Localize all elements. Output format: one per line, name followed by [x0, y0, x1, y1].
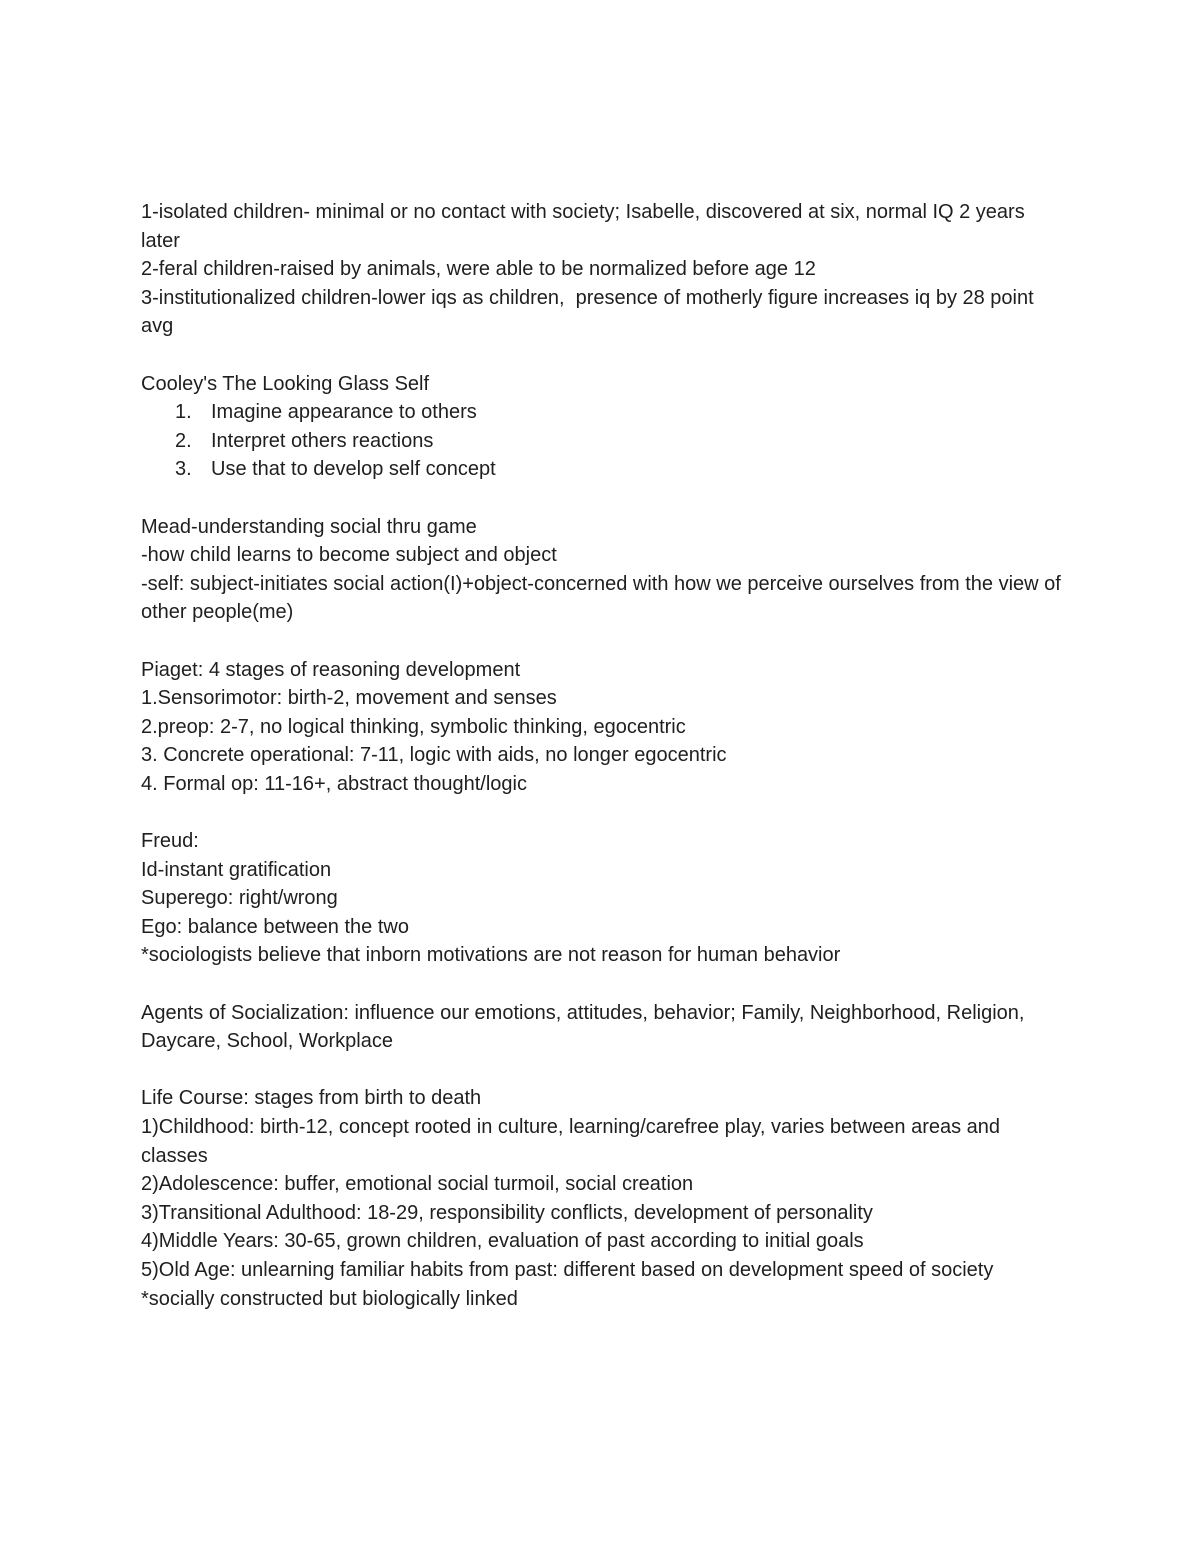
- isolated-children-line: 1-isolated children- minimal or no contact with society; Isabelle, discovered at six, normal IQ 2 years later: [141, 201, 1031, 252]
- list-number: 3.: [175, 458, 192, 481]
- list-item: [141, 427, 1061, 456]
- mead-line: -how child learns to become subject and object: [141, 544, 557, 567]
- spacer: [141, 1056, 1061, 1085]
- life-course-stage: 4)Middle Years: 30-65, grown children, evaluation of past according to initial goals: [141, 1230, 864, 1253]
- institutionalized-children-line: 3-institutionalized children-lower iqs as children, presence of motherly figure increases iq by 28 point avg: [141, 286, 1040, 338]
- section-freud: [141, 827, 1061, 970]
- freud-line: Superego: right/wrong: [141, 887, 338, 910]
- cooley-list: [141, 398, 1061, 484]
- spacer: [141, 798, 1061, 827]
- mead-heading: Mead-understanding social thru game: [141, 515, 477, 538]
- list-number: 1.: [175, 401, 192, 424]
- freud-line: Id-instant gratification: [141, 858, 332, 881]
- freud-line: *sociologists believe that inborn motivations are not reason for human behavior: [141, 944, 841, 967]
- section-life-course: [141, 1084, 1061, 1313]
- mead-line: -self: subject-initiates social action(I)+object-concerned with how we perceive ourselves from the view of other people(me): [141, 572, 1067, 624]
- life-course-stage: 1)Childhood: birth-12, concept rooted in culture, learning/carefree play, varies between areas and classes: [141, 1116, 1006, 1167]
- life-course-stage: 2)Adolescence: buffer, emotional social turmoil, social creation: [141, 1173, 694, 1196]
- piaget-stage: 2.preop: 2-7, no logical thinking, symbolic thinking, egocentric: [141, 715, 686, 738]
- piaget-heading: Piaget: 4 stages of reasoning development: [141, 658, 521, 681]
- section-cooley: [141, 370, 1061, 484]
- section-piaget: [141, 656, 1061, 799]
- list-item-text: Interpret others reactions: [211, 429, 434, 452]
- freud-heading: Freud:: [141, 830, 199, 853]
- list-item: [141, 398, 1061, 427]
- cooley-heading: Cooley's The Looking Glass Self: [141, 372, 430, 395]
- freud-line: Ego: balance between the two: [141, 915, 409, 938]
- agents-line: Agents of Socialization: influence our emotions, attitudes, behavior; Family, Neighborhood, Religion, Daycare, School, Workplace: [141, 1001, 1031, 1053]
- document-page: [141, 198, 1067, 1313]
- feral-children-line: 2-feral children-raised by animals, were able to be normalized before age 12: [141, 258, 816, 281]
- life-course-heading: Life Course: stages from birth to death: [141, 1087, 482, 1110]
- spacer: [141, 970, 1061, 999]
- section-agents: [141, 999, 1061, 1056]
- life-course-stage: 5)Old Age: unlearning familiar habits from past: different based on development speed of society: [141, 1258, 994, 1281]
- life-course-stage: 3)Transitional Adulthood: 18-29, responsibility conflicts, development of personality: [141, 1201, 873, 1224]
- piaget-stage: 3. Concrete operational: 7-11, logic with aids, no longer egocentric: [141, 744, 727, 767]
- list-item-text: Use that to develop self concept: [211, 458, 496, 481]
- life-course-note: *socially constructed but biologically linked: [141, 1287, 518, 1310]
- piaget-stage: 4. Formal op: 11-16+, abstract thought/logic: [141, 772, 527, 795]
- piaget-stage: 1.Sensorimotor: birth-2, movement and senses: [141, 687, 557, 710]
- section-child-types: [141, 198, 1061, 341]
- section-mead: [141, 513, 1067, 627]
- spacer: [141, 627, 1061, 656]
- spacer: [141, 484, 1061, 513]
- list-number: 2.: [175, 429, 192, 452]
- list-item: [141, 455, 1061, 484]
- list-item-text: Imagine appearance to others: [211, 401, 477, 424]
- spacer: [141, 341, 1061, 370]
